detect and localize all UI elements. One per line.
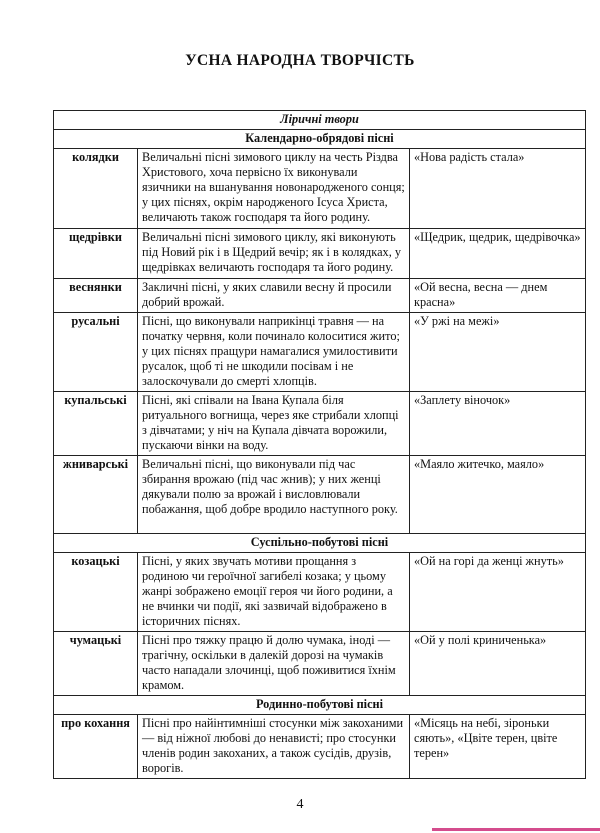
lyric-works-table	[53, 110, 586, 779]
table-row	[54, 632, 586, 696]
table-row	[54, 149, 586, 229]
description-cell: Пісні, що виконували наприкінці травня — на початку червня, коли починало колоситися жито; у цих піснях пращури намагалися умилостивити русалок, щоб ті не шкодили посівам і не залоскочували до смерті хлопців.	[138, 313, 410, 392]
genre-cell: купальські	[54, 392, 138, 456]
description-cell: Величальні пісні зимового циклу, які виконують під Новий рік і в Щедрий вечір; як і в колядках, у щедрівках величають господаря та його родину.	[138, 229, 410, 279]
description-cell: Величальні пісні, що виконували під час збирання врожаю (під час жнив); у них женці дякували полю за врожай і висловлювали побажання, щоб добре вродило наступного року.	[138, 456, 410, 534]
description-cell: Пісні, які співали на Івана Купала біля ритуального вогнища, через яке стрибали хлопці з дівчатами; у ніч на Купала дівчата ворожили, пускаючи вінки на воду.	[138, 392, 410, 456]
example-cell: «Ой весна, весна — днем красна»	[410, 279, 586, 313]
genre-cell: щедрівки	[54, 229, 138, 279]
genre-cell: русальні	[54, 313, 138, 392]
genre-cell: веснянки	[54, 279, 138, 313]
description-cell: Величальні пісні зимового циклу на честь Різдва Христового, хоча первісно їх виконували язичники на вшанування новонародженого сонця; у цих піснях, окрім народженого Ісуса Христа, величають також господаря та його родину.	[138, 149, 410, 229]
example-cell: «Ой на горі да женці жнуть»	[410, 553, 586, 632]
description-cell: Закличні пісні, у яких славили весну й просили добрий врожай.	[138, 279, 410, 313]
example-cell: «Ой у полі криниченька»	[410, 632, 586, 696]
table-row	[54, 553, 586, 632]
table-header-row	[54, 111, 586, 130]
section-header: Родинно-побутові пісні	[54, 696, 586, 715]
section-header-row	[54, 696, 586, 715]
table-row	[54, 313, 586, 392]
example-cell: «Нова радість стала»	[410, 149, 586, 229]
genre-cell: чумацькі	[54, 632, 138, 696]
table-header: Ліричні твори	[54, 111, 586, 130]
example-cell: «Місяць на небі, зіроньки сяють», «Цвіте терен, цвіте терен»	[410, 715, 586, 779]
description-cell: Пісні про тяжку працю й долю чумака, іноді — трагічну, оскільки в далекій дорозі на чумаків часто нападали злочинці, щоб поживитися їхнім крамом.	[138, 632, 410, 696]
page-number: 4	[296, 797, 304, 812]
section-header: Суспільно-побутові пісні	[54, 534, 586, 553]
example-cell: «Маяло житечко, маяло»	[410, 456, 586, 534]
table-row	[54, 715, 586, 779]
section-header-row	[54, 534, 586, 553]
description-cell: Пісні, у яких звучать мотиви прощання з родиною чи героїчної загибелі козака; у цьому жанрі зображено емоції героя чи його родини, а не вчинки чи події, які зазвичай відображено в історичних піснях.	[138, 553, 410, 632]
table-row	[54, 456, 586, 534]
section-header-row	[54, 130, 586, 149]
example-cell: «Щедрик, щедрик, щедрівочка»	[410, 229, 586, 279]
example-cell: «У ржі на межі»	[410, 313, 586, 392]
section-header: Календарно-обрядові пісні	[54, 130, 586, 149]
table-row	[54, 279, 586, 313]
genre-cell: колядки	[54, 149, 138, 229]
description-cell: Пісні про найінтимніші стосунки між закоханими — від ніжної любові до ненависті; про стосунки членів родин закоханих, а також сусідів, друзів, ворогів.	[138, 715, 410, 779]
genre-cell: козацькі	[54, 553, 138, 632]
page-edge-decoration	[432, 828, 600, 831]
example-cell: «Заплету віночок»	[410, 392, 586, 456]
genre-cell: жниварські	[54, 456, 138, 534]
table-row	[54, 392, 586, 456]
page-title: УСНА НАРОДНА ТВОРЧІСТЬ	[185, 52, 415, 69]
genre-cell: про кохання	[54, 715, 138, 779]
table-row	[54, 229, 586, 279]
